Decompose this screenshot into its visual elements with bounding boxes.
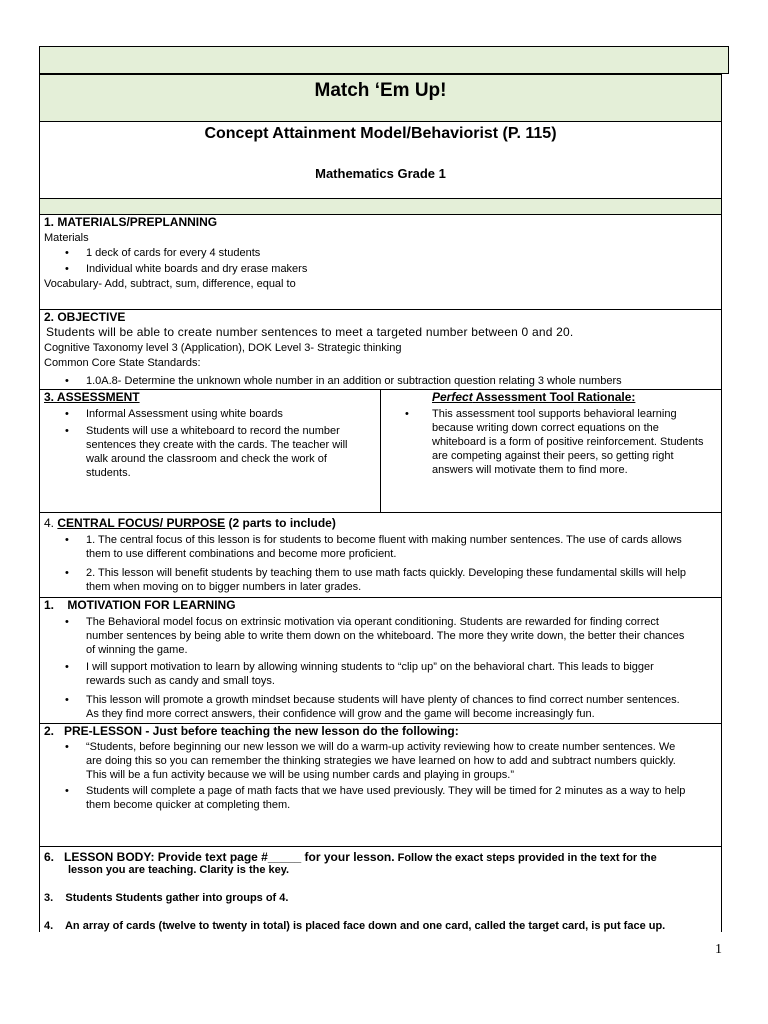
list-item: • The Behavioral model focus on extrinsic motivation via operant conditioning. Students are rewarded for finding correct number sentences by being able to write them down on the whiteboard. The more they write down, the better their chances of winning the game. — [40, 615, 684, 657]
assessment-heading: 3. ASSESSMENT — [44, 390, 140, 404]
materials-section — [39, 214, 722, 310]
lesson-body-instruction-cont: lesson you are teaching. Clarity is the key. — [68, 864, 290, 876]
pre-lesson-heading: 2. PRE-LESSON - Just before teaching the new lesson do the following: — [44, 724, 459, 738]
list-item: • This lesson will promote a growth mindset because students will have plenty of chances to find correct number sentences. As they find more correct answers, their confidence will grow and the game will become increasingly fun. — [40, 693, 684, 721]
taxonomy-line: Cognitive Taxonomy level 3 (Application), DOK Level 3- Strategic thinking — [44, 342, 402, 354]
lesson-step-4: 4. An array of cards (twelve to twenty in total) is placed face down and one card, called the target card, is put face up. — [44, 920, 666, 932]
central-focus-title: CENTRAL FOCUS/ PURPOSE — [57, 516, 226, 530]
page-number: 1 — [715, 942, 722, 957]
pre-lesson-list — [40, 740, 685, 812]
rationale-heading-italic: Perfect — [432, 390, 473, 404]
objective-section — [39, 309, 722, 390]
materials-heading: 1. MATERIALS/PREPLANNING — [44, 215, 218, 229]
page-title: Match ‘Em Up! — [314, 80, 447, 101]
list-item: • This assessment tool supports behavioral learning because writing down correct equations on the whiteboard is a form of positive reinforcement. Students are competing against their peers, so getting right answers will motivate them to find more. — [380, 407, 723, 477]
rationale-list — [380, 407, 723, 477]
list-item: • 1. The central focus of this lesson is for students to become fluent with making number sentences. The use of cards allows them to use different combinations and become more proficient. — [40, 533, 686, 561]
standards-label: Common Core State Standards: — [44, 357, 201, 369]
list-item: • 1.0A.8- Determine the unknown whole number in an addition or subtraction question relating 3 whole numbers — [40, 374, 622, 388]
central-focus-heading — [44, 516, 336, 531]
subject: Mathematics Grade 1 — [315, 166, 446, 181]
header-strip — [39, 46, 729, 74]
list-item: • 2. This lesson will benefit students by teaching them to use math facts quickly. Developing these fundamental skills will help them when moving on to bigger numbers in later grades. — [40, 566, 686, 594]
list-item: • 1 deck of cards for every 4 students — [40, 246, 307, 260]
list-item: • Informal Assessment using white boards — [40, 407, 380, 421]
objective-heading: 2. OBJECTIVE — [44, 310, 126, 324]
assessment-section — [39, 389, 722, 513]
objective-line: Students will be able to create number sentences to meet a targeted number between 0 and 20. — [46, 325, 574, 339]
central-focus-note: (2 parts to include) — [228, 516, 336, 530]
model-box — [39, 121, 722, 199]
assessment-list — [40, 407, 380, 480]
motivation-list — [40, 615, 684, 721]
model-title: Concept Attainment Model/Behaviorist (P. 115) — [204, 125, 557, 142]
list-item: • Individual white boards and dry erase makers — [40, 262, 307, 276]
central-focus-list — [40, 533, 686, 594]
motivation-heading: 1. MOTIVATION FOR LEARNING — [44, 598, 236, 612]
section-divider-bar — [39, 198, 722, 215]
motivation-section — [39, 597, 722, 724]
list-item: • “Students, before beginning our new lesson we will do a warm-up activity reviewing how to create number sentences. We are doing this so you can remember the thinking strategies we have learned on how to add and subtract numbers quickly. This will be a fun activity because we will be using number cards and playing in groups.” — [40, 740, 685, 782]
lesson-body-prompt: : Provide text page #_____ for your lesson. — [150, 850, 395, 864]
vocabulary: Vocabulary- Add, subtract, sum, difference, equal to — [44, 278, 296, 290]
lesson-body-section — [39, 846, 722, 932]
standards-list — [40, 374, 622, 388]
materials-list — [40, 246, 307, 276]
list-item: • I will support motivation to learn by allowing winning students to “clip up” on the behavioral chart. This leads to bigger rewards such as candy and small toys. — [40, 660, 684, 688]
lesson-body-instruction: Follow the exact steps provided in the text for the — [394, 852, 657, 864]
materials-sub: Materials — [44, 232, 89, 244]
lesson-step-3: 3. Students Students gather into groups of 4. — [44, 892, 289, 904]
lesson-body-title: 6. LESSON BODY — [44, 850, 151, 864]
list-item: • Students will complete a page of math facts that we have used previously. They will be timed for 2 minutes as a way to help them become quicker at completing them. — [40, 784, 685, 812]
rationale-heading — [432, 390, 635, 405]
list-item: • Students will use a whiteboard to record the number sentences they create with the cards. The teacher will walk around the classroom and check the work of students. — [40, 424, 380, 480]
pre-lesson-section — [39, 723, 722, 847]
central-focus-section — [39, 512, 722, 598]
title-box — [39, 74, 722, 122]
central-focus-number: 4. — [44, 516, 55, 530]
rationale-heading-rest: Assessment Tool Rationale: — [472, 390, 636, 404]
